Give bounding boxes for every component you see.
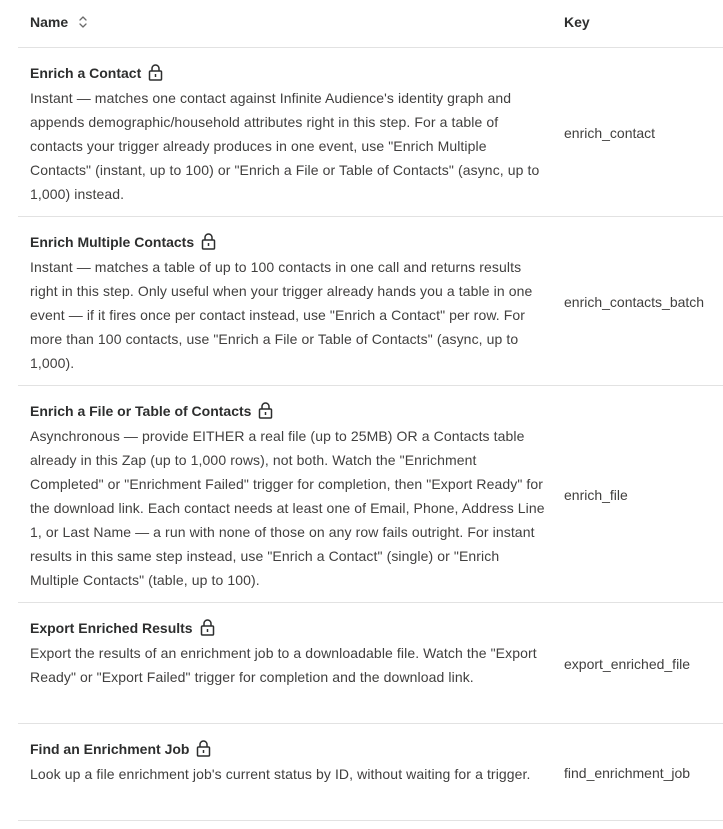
lock-icon: [258, 402, 273, 419]
sort-icon[interactable]: [78, 15, 88, 29]
action-title: [30, 402, 545, 420]
lock-icon: [201, 233, 216, 250]
table-header: [18, 0, 723, 48]
table-row: [18, 386, 723, 603]
action-description: Export the results of an enrichment job to a downloadable file. Watch the "Export Ready" or "Export Failed" trigger for completion and the download link.: [30, 645, 537, 685]
action-key: export_enriched_file: [564, 656, 691, 672]
lock-icon: [196, 740, 211, 757]
lock-icon: [148, 64, 163, 81]
action-key: enrich_file: [564, 487, 628, 503]
action-title: [30, 740, 545, 758]
action-description: Asynchronous — provide EITHER a real file (up to 25MB) OR a Contacts table already in this Zap (up to 1,000 rows), not both. Watch the "Enrichment Completed" or "Enrichment Failed" trigger for completion, then "Export Ready" for the download link. Each contact needs at least one of Email, Phone, Address Line 1, or Last Name — a run with none of those on any row fails outright. For instant results in this same step instead, use "Enrich a Contact" (single) or "Enrich Multiple Contacts" (table, up to 100).: [30, 428, 545, 588]
name-cell: [30, 64, 545, 206]
action-description: Instant — matches a table of up to 100 contacts in one call and returns results right in this step. Only useful when your trigger already hands you a table in one event — if it fires once per contact instead, use "Enrich a Contact" per row. For more than 100 contacts, use "Enrich a File or Table of Contacts" (async, up to 1,000).: [30, 259, 533, 371]
table-row: [18, 724, 723, 821]
table-row: [18, 217, 723, 386]
action-title: [30, 233, 545, 251]
name-cell: [30, 740, 545, 786]
action-title: [30, 64, 545, 82]
action-description: Instant — matches one contact against Infinite Audience's identity graph and appends demographic/household attributes right in this step. For a table of contacts your trigger already produces in one event, use "Enrich Multiple Contacts" (instant, up to 100) or "Enrich a File or Table of Contacts" (async, up to 1,000) instead.: [30, 90, 540, 202]
key-column-header: Key: [564, 14, 590, 30]
table-row: [18, 603, 723, 724]
action-key: find_enrichment_job: [564, 765, 691, 781]
lock-icon: [200, 619, 215, 636]
name-cell: [30, 619, 545, 689]
table-row: [18, 48, 723, 217]
action-title-text: Enrich a Contact: [30, 65, 142, 81]
action-description: Look up a file enrichment job's current status by ID, without waiting for a trigger.: [30, 766, 531, 782]
name-cell: [30, 402, 545, 592]
name-column-label: Name: [30, 14, 69, 30]
action-title-text: Export Enriched Results: [30, 620, 193, 636]
name-column-header[interactable]: [30, 14, 88, 30]
action-title: [30, 619, 545, 637]
action-key: enrich_contact: [564, 125, 656, 141]
action-title-text: Find an Enrichment Job: [30, 741, 190, 757]
action-title-text: Enrich Multiple Contacts: [30, 234, 195, 250]
name-cell: [30, 233, 545, 375]
action-title-text: Enrich a File or Table of Contacts: [30, 403, 252, 419]
action-key: enrich_contacts_batch: [564, 294, 705, 310]
actions-table: [18, 0, 723, 821]
